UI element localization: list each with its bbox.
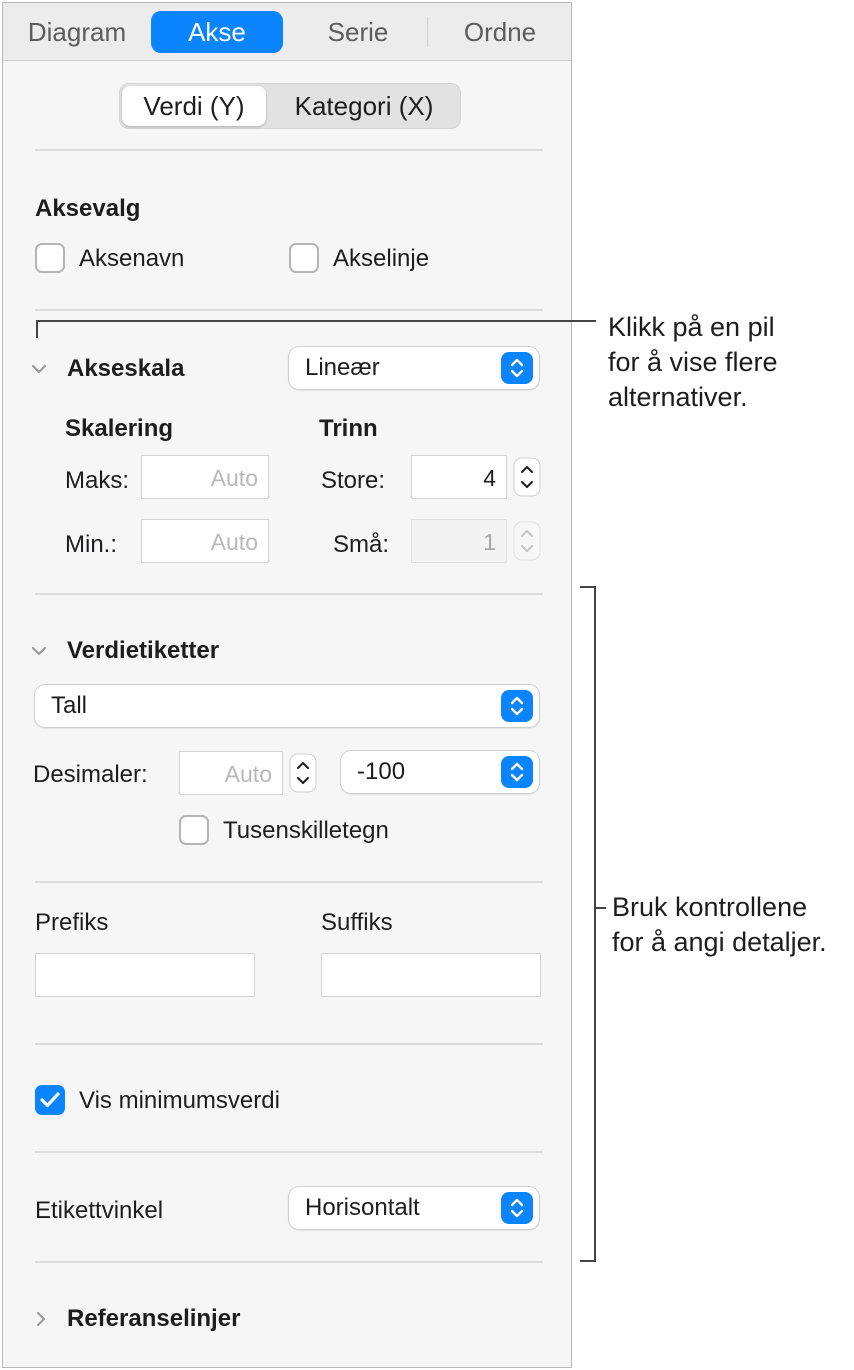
chevron-right-icon[interactable]	[31, 1309, 51, 1329]
prefix-field[interactable]	[35, 953, 255, 997]
show-minimum-checkbox[interactable]	[35, 1085, 65, 1115]
max-placeholder: Auto	[210, 465, 258, 491]
reference-lines-heading: Referanselinjer	[67, 1305, 241, 1332]
popup-arrows-icon	[501, 756, 533, 788]
tab-serie[interactable]: Serie	[327, 17, 389, 47]
max-label: Maks:	[65, 467, 130, 494]
divider	[35, 1261, 543, 1263]
callout-line: Bruk kontrollene	[612, 892, 808, 922]
chevron-down-icon[interactable]	[29, 359, 49, 379]
minor-steps-value: 1	[483, 529, 496, 555]
callout-bracket	[580, 586, 596, 588]
minor-steps-label: Små:	[333, 531, 390, 558]
callout-bracket	[594, 586, 596, 1262]
label-angle-label: Etikettvinkel	[35, 1197, 164, 1224]
callout-line: alternativer.	[608, 382, 748, 412]
thousands-separator-checkbox[interactable]	[179, 815, 209, 845]
divider	[35, 309, 543, 311]
value-labels-heading: Verdietiketter	[67, 637, 220, 664]
min-field[interactable]	[141, 519, 269, 563]
divider	[35, 1043, 543, 1045]
suffix-field[interactable]	[321, 953, 541, 997]
tab-separator	[427, 17, 428, 47]
scaling-heading: Skalering	[65, 415, 174, 442]
prefix-label: Prefiks	[35, 909, 109, 936]
negative-format-popup[interactable]	[341, 751, 539, 793]
callout-leader-line	[36, 320, 38, 338]
popup-arrows-icon	[501, 352, 533, 384]
negative-format-value: -100	[357, 758, 406, 785]
major-steps-label: Store:	[321, 467, 386, 494]
decimals-placeholder: Auto	[224, 761, 272, 787]
show-minimum-label: Vis minimumsverdi	[79, 1087, 280, 1114]
callout-leader-line	[36, 320, 596, 322]
format-inspector-panel	[2, 2, 572, 1368]
callout-bracket-tick	[594, 907, 606, 909]
callout-bracket	[580, 1260, 596, 1262]
axis-options-heading: Aksevalg	[35, 195, 141, 222]
axis-segmented-control	[119, 83, 461, 129]
popup-arrows-icon	[501, 1192, 533, 1224]
segment-category-x[interactable]: Kategori (X)	[294, 91, 434, 121]
chevron-down-icon[interactable]	[29, 641, 49, 661]
decimals-field[interactable]	[179, 751, 283, 795]
segment-value-y[interactable]: Verdi (Y)	[122, 86, 266, 126]
major-steps-value: 4	[483, 465, 496, 491]
number-format-popup[interactable]	[35, 685, 539, 727]
tab-diagram[interactable]: Diagram	[27, 17, 127, 47]
divider	[35, 881, 543, 883]
axis-scale-heading: Akseskala	[67, 355, 185, 382]
callout-arrow-text	[608, 310, 778, 415]
axis-name-checkbox[interactable]	[35, 243, 65, 273]
suffix-label: Suffiks	[321, 909, 393, 936]
checkmark-icon	[35, 1085, 65, 1115]
tab-akse[interactable]: Akse	[151, 11, 283, 53]
minor-steps-stepper-icon	[513, 521, 541, 561]
divider	[35, 593, 543, 595]
minor-steps-field	[411, 519, 507, 563]
divider	[35, 149, 543, 151]
axis-scale-popup[interactable]	[289, 347, 539, 389]
min-label: Min.:	[65, 531, 118, 558]
axis-name-label: Aksenavn	[79, 245, 185, 272]
major-steps-field[interactable]	[411, 455, 507, 499]
popup-arrows-icon	[501, 690, 533, 722]
axis-scale-value: Lineær	[305, 354, 380, 381]
thousands-separator-label: Tusenskilletegn	[223, 817, 389, 844]
callout-line: for å angi detaljer.	[612, 927, 827, 957]
inspector-tab-bar	[3, 3, 571, 61]
steps-heading: Trinn	[319, 415, 378, 442]
callout-controls-text	[612, 890, 827, 960]
max-field[interactable]	[141, 455, 269, 499]
axis-line-checkbox[interactable]	[289, 243, 319, 273]
label-angle-value: Horisontalt	[305, 1194, 420, 1221]
min-placeholder: Auto	[210, 529, 258, 555]
callout-line: for å vise flere	[608, 347, 778, 377]
decimals-stepper-icon[interactable]	[289, 753, 317, 793]
tab-ordne[interactable]: Ordne	[463, 17, 537, 47]
decimals-label: Desimaler:	[33, 761, 148, 788]
divider	[35, 1151, 543, 1153]
major-steps-stepper-icon[interactable]	[513, 457, 541, 497]
callout-line: Klikk på en pil	[608, 312, 775, 342]
number-format-value: Tall	[51, 692, 88, 719]
label-angle-popup[interactable]	[289, 1187, 539, 1229]
axis-line-label: Akselinje	[333, 245, 430, 272]
